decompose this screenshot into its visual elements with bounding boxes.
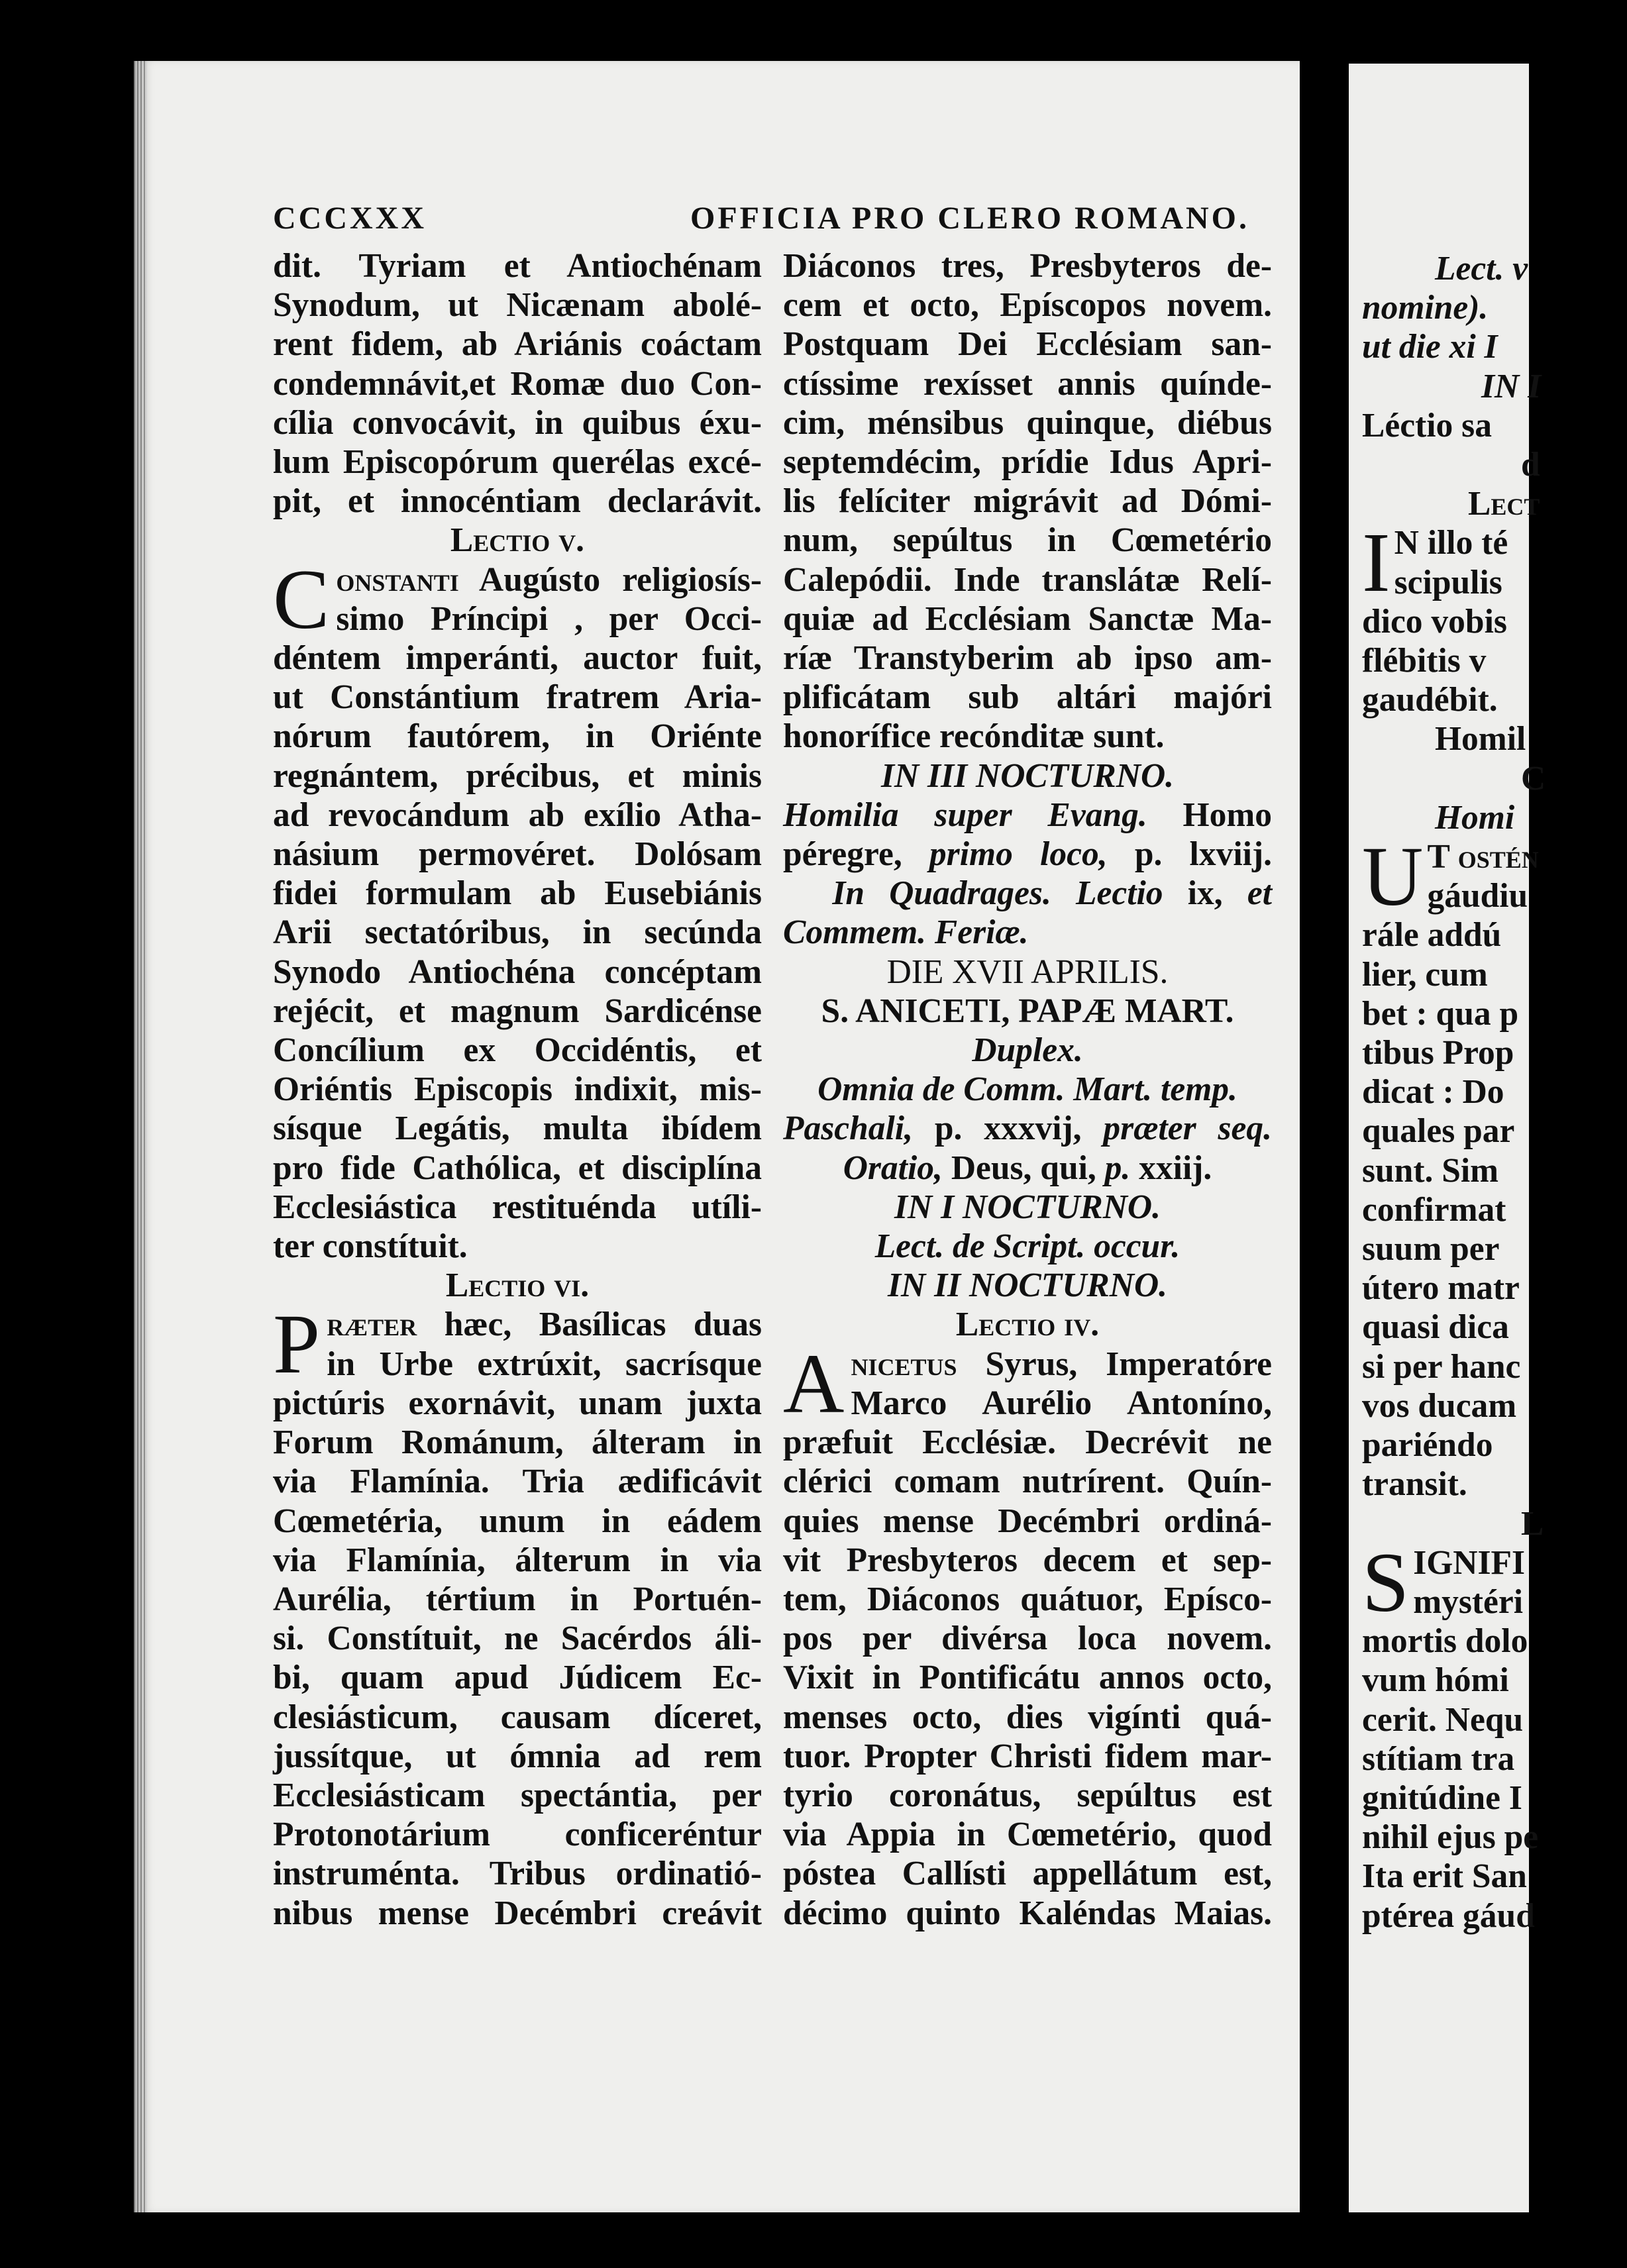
- text-line: jussítque, ut ómnia ad rem: [273, 1737, 762, 1775]
- text-line: Commem. Feriæ.: [783, 913, 1029, 952]
- feast-title: S. ANICETI, PAPÆ MART.: [821, 992, 1234, 1030]
- running-title: OFFICIA PRO CLERO ROMANO.: [690, 201, 1249, 236]
- lectio-vi-opening: [273, 1297, 762, 1392]
- text-line: quies mense Decémbri ordiná-: [783, 1502, 1272, 1540]
- text-line: condemnávit,et Romæ duo Con-: [273, 364, 762, 403]
- text-line: Lect: [1468, 485, 1540, 523]
- text-line: Cœmetéria, unum in eádem: [273, 1502, 762, 1540]
- italic-text: præter seq.: [1103, 1109, 1272, 1148]
- text-line: Omnia de Comm. Mart. temp.: [817, 1070, 1237, 1109]
- italic-text: Paschali,: [783, 1109, 913, 1148]
- paragraph-opening: [1362, 829, 1627, 924]
- text-line: confirmat: [1362, 1190, 1506, 1229]
- text-line: septemdécim, prídie Idus Apri-: [783, 443, 1272, 482]
- text-line: nibus mense Decémbri creávit: [273, 1894, 762, 1932]
- nocturn-heading: IN I NOCTURNO.: [894, 1188, 1161, 1226]
- text-line: quales par: [1362, 1112, 1515, 1151]
- text-line: ut Constántium fratrem Aria-: [273, 678, 762, 717]
- lectio-heading: Lectio vi.: [445, 1266, 590, 1305]
- text-line: [783, 1149, 1272, 1188]
- text-line: tibus Prop: [1362, 1034, 1514, 1072]
- text-line: IGNIFI: [1413, 1543, 1526, 1582]
- text-line: sunt. Sim: [1362, 1151, 1499, 1190]
- text-line: num, sepúltus in Cœmetério: [783, 521, 1272, 560]
- lectio-heading: Lectio iv.: [955, 1306, 1100, 1344]
- left-column: [273, 246, 762, 1933]
- text-line: cília convocávit, in quibus éxu-: [273, 403, 762, 442]
- text-line: tuor. Propter Christi fidem mar-: [783, 1737, 1272, 1775]
- text-line: [783, 1345, 1272, 1384]
- text-line: násium permovéret. Dolósam: [273, 835, 762, 874]
- text-fragment: hæc, Basílicas duas: [417, 1306, 762, 1344]
- text-line: via Flamínia, álterum in via: [273, 1541, 762, 1579]
- text-fragment: xxiij.: [1130, 1149, 1212, 1187]
- text-line: Postquam Dei Ecclésiam san-: [783, 325, 1272, 364]
- paragraph-opening: [1362, 1535, 1627, 1629]
- text-line: nihil ejus pe: [1362, 1818, 1539, 1857]
- right-column-fragment: [1362, 249, 1627, 1935]
- lectio-v-opening: [273, 552, 762, 646]
- text-line: instruménta. Tribus ordinatió-: [273, 1855, 762, 1893]
- lectio-iv-opening: [783, 1336, 1272, 1431]
- text-line: Ecclesiásticam spectántia, per: [273, 1776, 762, 1814]
- text-line: dico vobis: [1362, 602, 1507, 641]
- text-line: nomine).: [1362, 289, 1489, 327]
- text-line: clesiásticum, causam díceret,: [273, 1698, 762, 1736]
- text-line: ptérea gáud: [1362, 1896, 1535, 1935]
- text-line: rejécit, et magnum Sardicénse: [273, 992, 762, 1030]
- text-line: honorífice recónditæ sunt.: [783, 717, 1165, 756]
- middle-column: [783, 246, 1272, 1933]
- text-line: vos ducam: [1362, 1386, 1517, 1425]
- text-fragment: ix,: [1163, 874, 1247, 913]
- text-line: Synodum, ut Nicænam abolé-: [273, 286, 762, 325]
- text-line: pit, et innocéntiam declarávit.: [273, 482, 762, 521]
- text-line: dicat : Do: [1362, 1073, 1504, 1111]
- text-line: Calepódii. Inde translátæ Relí-: [783, 560, 1272, 599]
- date-heading: DIE XVII APRILIS.: [886, 953, 1169, 991]
- paragraph-opening: [1362, 515, 1627, 610]
- text-line: IN I: [1481, 367, 1542, 405]
- text-line: pro fide Cathólica, et disciplína: [273, 1149, 762, 1187]
- text-line: d: [1521, 446, 1540, 484]
- small-caps-word: onstanti: [336, 560, 459, 599]
- text-line: simo Príncipi , per Occi-: [336, 599, 762, 638]
- text-line: Homi: [1435, 798, 1515, 837]
- drop-capital: A: [783, 1336, 845, 1431]
- text-line: suum per: [1362, 1230, 1500, 1268]
- text-line: Arii sectatóribus, in secúnda: [273, 913, 762, 952]
- text-line: L: [1521, 1504, 1544, 1543]
- text-fragment: Homo: [1147, 796, 1272, 834]
- drop-capital: P: [273, 1297, 321, 1392]
- text-line: bet : qua p: [1362, 994, 1519, 1033]
- text-line: rent fidem, ab Ariánis coáctam: [273, 325, 762, 364]
- drop-capital: S: [1362, 1535, 1410, 1629]
- text-line: déntem imperánti, auctor fuit,: [273, 639, 762, 678]
- nocturn-heading: IN III NOCTURNO.: [880, 756, 1175, 795]
- text-fragment: Syrus, Imperatóre: [957, 1345, 1272, 1383]
- text-line: Homil: [1435, 720, 1526, 758]
- text-line: clérici comam nutrírent. Quín-: [783, 1463, 1272, 1501]
- text-line: si per hanc: [1362, 1347, 1521, 1386]
- italic-text: In Quadrages. Lectio: [832, 874, 1163, 913]
- text-line: décimo quinto Kaléndas Maias.: [783, 1894, 1272, 1932]
- text-line: via Appia in Cœmetério, quod: [783, 1816, 1272, 1854]
- drop-capital: I: [1362, 515, 1391, 610]
- text-line: ter constítuit.: [273, 1227, 468, 1266]
- text-line: Lect. de Script. occur.: [874, 1227, 1181, 1266]
- text-line: pictúris exornávit, unam juxta: [273, 1384, 762, 1422]
- text-line: menses octo, dies vigínti quá-: [783, 1698, 1272, 1736]
- text-line: Léctio sa: [1362, 406, 1492, 444]
- text-line: pos per divérsa loca novem.: [783, 1620, 1272, 1658]
- folio-number: CCCXXX: [273, 201, 427, 236]
- right-page: [1349, 64, 1546, 2212]
- text-line: mystéri: [1413, 1582, 1524, 1621]
- text-line: Protonotárium conficeréntur: [273, 1816, 762, 1854]
- text-line: Diáconos tres, Presbyteros de-: [783, 247, 1272, 285]
- text-line: ctíssime rexísset annis quínde-: [783, 364, 1272, 403]
- text-line: si. Constítuit, ne Sacérdos áli-: [273, 1620, 762, 1658]
- italic-text: p.: [1104, 1149, 1131, 1187]
- text-line: dit. Tyriam et Antiochénam: [273, 247, 762, 285]
- rank-label: Duplex.: [972, 1031, 1083, 1070]
- text-line: mortis dolo: [1362, 1622, 1528, 1661]
- text-line: stítiam tra: [1362, 1739, 1515, 1778]
- text-line: Vixit in Pontificátu annos octo,: [783, 1659, 1272, 1697]
- text-line: Ecclesiástica restituénda utíli-: [273, 1188, 762, 1226]
- text-line: [783, 796, 1272, 835]
- text-line: [273, 560, 762, 599]
- text-line: rále addú: [1362, 916, 1502, 954]
- text-line: [783, 1109, 1272, 1148]
- text-line: lier, cum: [1362, 955, 1488, 994]
- running-head: [273, 200, 1293, 253]
- drop-capital: U: [1362, 829, 1424, 924]
- text-fragment: p. lxviij.: [1107, 835, 1272, 874]
- text-line: quasi dica: [1362, 1308, 1509, 1347]
- text-line: vum hómi: [1362, 1661, 1509, 1700]
- text-line: cem et octo, Epíscopos novem.: [783, 286, 1272, 325]
- text-line: pariéndo: [1362, 1426, 1493, 1465]
- text-line: sísque Legátis, multa ibídem: [273, 1109, 762, 1148]
- text-fragment: Deus, qui,: [942, 1149, 1105, 1187]
- text-line: [273, 1305, 762, 1344]
- text-line: via Flamínia. Tria ædificávit: [273, 1463, 762, 1501]
- text-line: Ita erit San: [1362, 1857, 1527, 1896]
- text-line: lum Episcopórum querélas excé-: [273, 443, 762, 482]
- text-line: gáudiu: [1427, 877, 1528, 915]
- text-line: N illo té: [1394, 524, 1508, 562]
- text-line: nórum fautórem, in Oriénte: [273, 717, 762, 756]
- text-line: bi, quam apud Júdicem Ec-: [273, 1659, 762, 1697]
- italic-text: Oratio,: [843, 1149, 943, 1187]
- text-line: flébitis v: [1362, 642, 1487, 680]
- text-line: lis felíciter migrávit ad Dómi-: [783, 482, 1272, 521]
- text-fragment: Augústo religiosís-: [458, 560, 762, 599]
- text-fragment: p. xxxvij,: [913, 1109, 1104, 1148]
- text-line: quiæ ad Ecclésiam Sanctæ Ma-: [783, 599, 1272, 638]
- text-line: Marco Aurélio Antoníno,: [851, 1384, 1272, 1422]
- text-line: cerit. Nequ: [1362, 1700, 1524, 1739]
- text-line: [783, 874, 1272, 913]
- text-line: transit.: [1362, 1465, 1467, 1504]
- text-line: plificátam sub altári majóri: [783, 678, 1272, 717]
- text-line: tyrio coronátus, sepúltus est: [783, 1776, 1272, 1814]
- text-line: scipulis: [1394, 563, 1502, 601]
- italic-text: primo loco,: [929, 835, 1108, 874]
- text-line: ríæ Transtyberim ab ipso am-: [783, 639, 1272, 678]
- text-line: Aurélia, tértium in Portuén-: [273, 1580, 762, 1618]
- text-line: Concílium ex Occidéntis, et: [273, 1031, 762, 1070]
- small-caps-word: nicetus: [851, 1345, 957, 1383]
- text-line: gnitúdine I: [1362, 1778, 1522, 1817]
- text-line: [783, 835, 1272, 874]
- text-line: præfuit Ecclésiæ. Decrévit ne: [783, 1423, 1272, 1462]
- text-line: fidei formulam ab Eusebiánis: [273, 874, 762, 913]
- text-line: tem, Diáconos quátuor, Epísco-: [783, 1580, 1272, 1618]
- text-line: in Urbe extrúxit, sacrísque: [327, 1345, 762, 1383]
- text-line: póstea Callísti appellátum est,: [783, 1855, 1272, 1893]
- text-line: ad revocándum ab exílio Atha-: [273, 796, 762, 834]
- text-line: vit Presbyteros decem et sep-: [783, 1541, 1272, 1579]
- text-fragment: péregre,: [783, 835, 929, 874]
- italic-text: Homilia super Evang.: [783, 796, 1147, 834]
- text-line: Forum Románum, álteram in: [273, 1423, 762, 1462]
- text-line: C: [1521, 759, 1546, 798]
- small-caps-word: ræter: [327, 1306, 417, 1344]
- left-page: [134, 61, 1300, 2212]
- italic-text: et: [1247, 874, 1273, 913]
- text-line: Oriéntis Episcopis indixit, mis-: [273, 1070, 762, 1109]
- text-line: T ostén: [1427, 838, 1539, 876]
- text-line: Synodo Antiochéna concéptam: [273, 953, 762, 991]
- drop-capital: C: [273, 552, 330, 646]
- text-line: ut die xi I: [1362, 328, 1498, 366]
- text-line: gaudébit.: [1362, 681, 1498, 719]
- text-line: Lect. v: [1435, 250, 1528, 287]
- lectio-heading: Lectio v.: [450, 521, 585, 560]
- text-line: cim, ménsibus quinque, diébus: [783, 403, 1272, 442]
- text-line: regnántem, précibus, et minis: [273, 756, 762, 795]
- text-line: útero matr: [1362, 1269, 1520, 1308]
- nocturn-heading: IN II NOCTURNO.: [887, 1266, 1168, 1305]
